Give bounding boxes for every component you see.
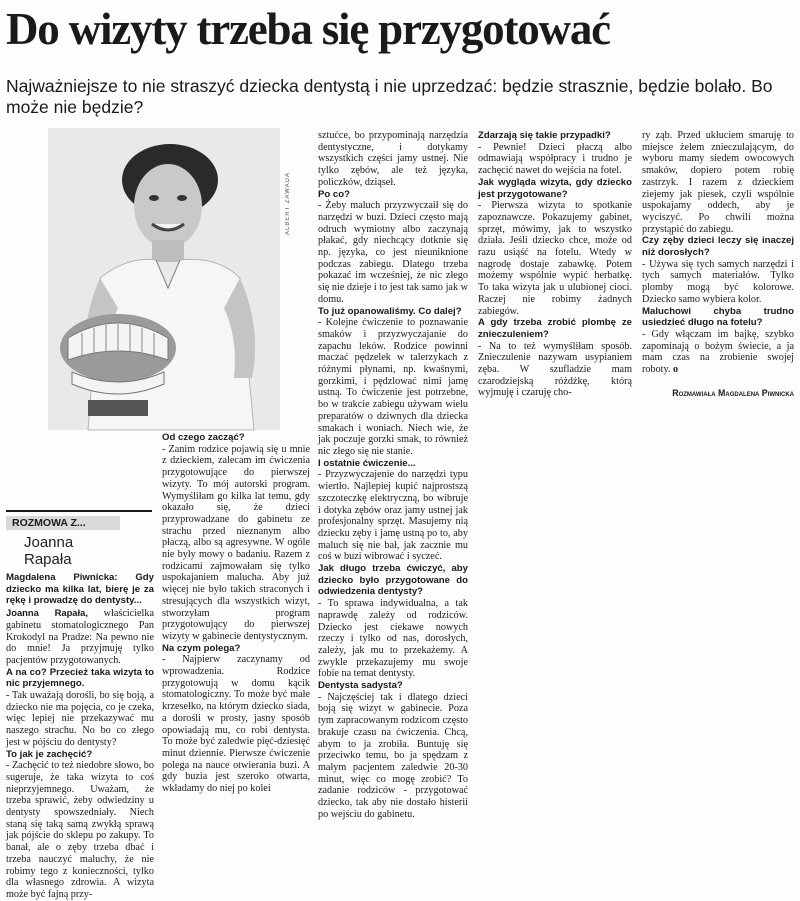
intro-answer	[6, 607, 154, 667]
answer: - Na to też wymyśliłam sposób. Znieczulenie nazywam usypianiem zęba. W szufladzie mam czarodziejską różdżkę, którą wyjmuję i czaruję cho-	[478, 340, 632, 399]
intro-question-text: Gdy dziecko ma kilka lat, bierę je za rękę i prowadzę do dentysty...	[6, 572, 154, 607]
dentist-photo	[48, 128, 280, 430]
interviewee-name-inline: Joanna Rapała,	[6, 607, 88, 619]
interviewer-name: Magdalena Piwnicka:	[6, 572, 118, 583]
interview-box-rule	[6, 510, 152, 512]
answer	[642, 329, 794, 376]
answer: - Pewnie! Dzieci płaczą albo odmawiają współpracy i trudno je zachęcić nawet do wejścia na fotel.	[478, 141, 632, 177]
photo-credit: ALBERT ZAWADA	[285, 171, 291, 235]
answer: - Przyzwyczajenie do narzędzi typu wiertło. Najlepiej kupić najprostszą szczoteczkę elektryczną, bo wibruje i dotyka zębów oraz jamy ustnej jak profesjonalny sprzęt. Masujemy nią dziecku zęby i jamę ustną po to, aby maluch się nie bał, jak zacznie mu coś w buzi wibrować i syczeć.	[318, 469, 468, 563]
article-headline: Do wizyty trzeba się przygotować	[6, 4, 610, 54]
intro-question	[6, 572, 154, 607]
answer-text: - Gdy włączam im bajkę, szybko zapominają o bożym świecie, a ja mam czas na zrobienie swojej roboty.	[642, 328, 794, 376]
question: Dentysta sadysta?	[318, 680, 403, 692]
question: A na co? Przecież taka wizyta to nic przyjemnego.	[6, 666, 154, 690]
answer: - Najczęściej tak i dlatego dzieci boją się wizyt w gabinecie. Poza tym zapracowanym rodzicom często brakuje czasu na ćwiczenia. Chcą, abym to ja zrobiła. Buntuję się przeciwko temu, bo ja spędzam z małym pacjentem zaledwie 20-30 minut, więc co mogę zrobić? To zadanie rodziców - przygotować dziecko, tak aby nie dostało histerii po wejściu do gabinetu.	[318, 691, 468, 820]
question: Jak wygląda wizyta, gdy dziecko jest przygotowane?	[478, 176, 632, 200]
answer: - Żeby maluch przyzwyczaił się do narzędzi w buzi. Dzieci często mają odruch wymiotny albo zaczynają płakać, gdy niechcący dotknie się np. języka, co jest nieuniknione podczas zabiegu. Dlatego trzeba pokazać im wcześniej, że nic złego się nie dzieje i to jest tak samo jak w domu.	[318, 200, 468, 305]
article-column-2	[162, 432, 310, 812]
question: To jak je zachęcić?	[6, 748, 93, 760]
question: Od czego zacząć?	[162, 432, 245, 443]
question: Zdarzają się takie przypadki?	[478, 130, 611, 141]
question: Po co?	[318, 188, 350, 200]
interview-box	[6, 510, 152, 570]
article-lead: Najważniejsze to nie straszyć dziecka dentystą i nie uprzedzać: będzie strasznie, będzie bolało. Bo może nie będzie?	[6, 76, 773, 117]
answer: ry ząb. Przed ukłuciem smaruję to miejsce żelem znieczulającym, do wyboru mamy siedem owocowych smaków, dopiero potem robię zastrzyk. I razem z dzieckiem ziejemy jak piesek, czyli wspólnie uspokajamy oddech, aby je wyciszyć. Po chwili można przystąpić do zabiegu.	[642, 130, 794, 235]
article-column-5	[642, 130, 794, 398]
question: Na czym polega?	[162, 642, 241, 654]
answer: - Zanim rodzice pojawią się u mnie z dzieckiem, zalecam im ćwiczenia przygotowujące do pierwszej wizyty. To mój autorski program. Wymyśliłam go kilka lat temu, gdy okazało się, że dzieci przyprowadzane do gabinetu ze strachu przed nieznanym albo płaczą, albo są agresywne. W ogóle nie były mowy o badaniu. Razem z rodzicami zajmowałam się tylko uspokajaniem malucha. Aby już więcej nie było takich straconych i stresujących dla wszystkich wizyt, stworzyłam program przygotowujący do pierwszej wizyty w gabinecie dentystycznym.	[162, 443, 310, 642]
answer: - Kolejne ćwiczenie to poznawanie smaków i przyzwyczajanie do zapachu leków. Rodzice powinni maczać pędzelek w talerzykach z różnymi płynami, np. kwaśnymi, gorzkimi, i pędzlować nimi jamę ustną. To ćwiczenie jest potrzebne, bo w trakcie zabiegu używam wielu preparatów o dziwnych dla dziecka smakach i woniach. Niech wie, że jak poczuje gorzki smak, to również nic złego się nie stanie.	[318, 317, 468, 457]
byline	[642, 388, 794, 400]
question: A gdy trzeba zrobić plombę ze znieczuleniem?	[478, 317, 632, 340]
answer: sztućce, bo przypominają narzędzia dentystyczne, i dotykamy wszystkich części jamy ustnej. Nie tylko zębów, ale też języka, policzków, dziąseł.	[318, 130, 468, 188]
article-column-1	[6, 572, 154, 900]
interviewee-first-name: Joanna	[24, 534, 74, 551]
article-column-4	[478, 130, 632, 399]
question: Maluchowi chyba trudno usiedzieć długo na fotelu?	[642, 305, 794, 329]
question: I ostatnie ćwiczenie...	[318, 457, 416, 469]
answer: - To sprawa indywidualna, a tak naprawdę zależy od rodziców. Dziecko jest ciekawe nowych rzeczy i tylko od nas, dorosłych, zależy, jak mu to przekażemy. A zwykle przekazujemy mu swoje fobie na temat dentysty.	[318, 598, 468, 680]
answer: - Pierwsza wizyta to spotkanie zapoznawcze. Pokazujemy gabinet, sprzęt, mówimy, jak to wszystko działa. Jeśli dziecko chce, może od razu usiąść na fotelu. Wtedy w nagrodę dostaje zabawkę. Potem możemy wspólnie wypić herbatkę. To taka wizyta jak u ulubionej cioci. Raczej nie robimy żadnych zabiegów.	[478, 200, 632, 317]
end-mark: o	[673, 364, 679, 376]
byline-name: Magdalena Piwnicka	[718, 387, 794, 398]
question: To już opanowaliśmy. Co dalej?	[318, 305, 462, 317]
dentist-portrait-image	[48, 128, 280, 430]
question: Czy zęby dzieci leczy się inaczej niż dorosłych?	[642, 235, 794, 259]
question: Jak długo trzeba ćwiczyć, aby dziecko było przygotowane do odwiedzenia dentysty?	[318, 563, 468, 598]
interviewee-name	[24, 534, 73, 568]
answer: - Tak uważają dorośli, bo się boją, a dziecko nie ma pojęcia, co je czeka, więc lepiej nie przekazywać mu naszego strachu. No bo co złego jest w pójściu do dentysty?	[6, 690, 154, 748]
article-column-3	[318, 130, 468, 820]
intro-answer-text: właścicielka gabinetu stomatologicznego Pan Krokodyl na Pradze: Na pewno nie do mnie! Ja przyjmuję tylko pacjentów przygotowanych.	[6, 608, 154, 666]
answer: - Używa się tych samych narzędzi i tych samych materiałów. Tylko plomby mogą być kolorowe. Dziecko samo wybiera kolor.	[642, 258, 794, 305]
byline-prefix: Rozmawiała	[672, 387, 716, 398]
interviewee-last-name: Rapała	[24, 551, 72, 568]
interview-box-label: ROZMOWA Z...	[6, 516, 120, 530]
answer: - Najpierw zaczynamy od wprowadzenia. Rodzice przygotowują w domu kącik stomatologiczny. To może być małe krzesełko, na którym dziecko siada, a dorośli w prosty, jasny sposób opowiadają mu, co robi dentysta. To może być zaledwie pięć-dziesięć minut dziennie. Pierwsze ćwiczenie polega na nauce otwierania buzi. A gdy buzia jest szeroko otwarta, wkładamy do niej po kolei	[162, 654, 310, 795]
answer: - Zachęcić to też niedobre słowo, bo sugeruje, że taka wizyta to coś nieprzyjemnego. Uważam, że trzeba sprawić, żeby odwiedziny u dentysty spowszedniały. Niech staną się taką samą zwykłą sprawą jak pójście do sklepu po zakupy. To banał, ale o zęby trzeba dbać i trzeba nauczyć maluchy, że nie robimy tego z konieczności, tylko dla własnego zdrowia. A wizyta może być fajną przy-	[6, 760, 154, 900]
